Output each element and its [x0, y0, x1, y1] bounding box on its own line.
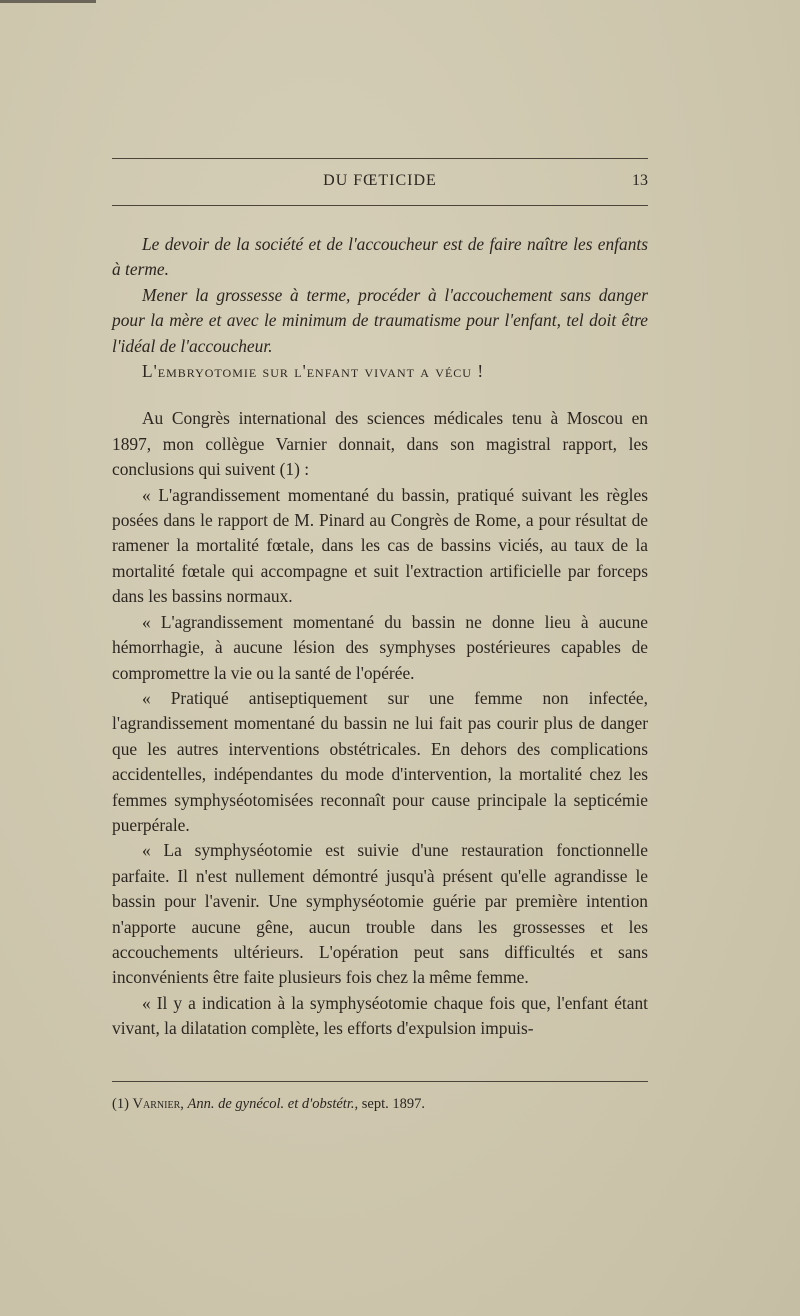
header-bottom-rule [112, 205, 648, 206]
footnote-rule [112, 1081, 648, 1082]
paragraph-7: « Pratiqué antiseptiquement sur une femme non infectée, l'agrandissement momentané du bassin ne lui fait pas courir plus de danger que les autres interventions obstétricales. En dehors des complications accidentelles, indépendantes du mode d'intervention, la mortalité chez les femmes symphyséotomisées reconnaît pour cause principale la septicémie puerpérale. [112, 687, 648, 835]
paragraph-6: « L'agrandissement momentané du bassin ne donne lieu à aucune hémorrhagie, à aucune lésion des symphyses postérieures capables de compromettre la vie ou la santé de l'opérée. [112, 611, 648, 683]
footnote [112, 1094, 648, 1114]
running-head [112, 172, 648, 194]
paragraph-8: « La symphyséotomie est suivie d'une restauration fonctionnelle parfaite. Il n'est nullement démontré jusqu'à présent qu'elle agrandisse le bassin pour l'avenir. Une symphyséotomie guérie par première intention n'apporte aucune gêne, aucun trouble dans les grossesses et les accouchements ultérieurs. L'opération peut sans difficultés et sans inconvénients être faite plusieurs fois chez la même femme. [112, 840, 648, 988]
running-head-title: DU FŒTICIDE [323, 172, 437, 189]
body-text [112, 232, 648, 1042]
footnote-journal: Ann. de gynécol. et d'obstétr., [187, 1096, 359, 1112]
paragraph-2: Mener la grossesse à terme, procéder à l'accouchement sans danger pour la mère et avec le minimum de traumatisme pour l'enfant, tel doit être l'idéal de l'accoucheur. [112, 284, 648, 356]
page-number: 13 [632, 172, 648, 189]
paragraph-3: L'embryotomie sur l'enfant vivant a vécu ! [142, 361, 485, 382]
paragraph-5: « L'agrandissement momentané du bassin, pratiqué suivant les règles posées dans le rapport de M. Pinard au Congrès de Rome, a pour résultat de ramener la mortalité fœtale, dans les cas de bassins viciés, au taux de la mortalité fœtale qui accompagne et suit l'extraction artificielle par forceps dans les bassins normaux. [112, 484, 648, 607]
header-top-rule [112, 158, 648, 159]
scan-edge-mark [0, 0, 96, 3]
footnote-author: Varnier, [132, 1096, 184, 1112]
paragraph-4: Au Congrès international des sciences médicales tenu à Moscou en 1897, mon collègue Varnier donnait, dans son magistral rapport, les conclusions qui suivent (1) : [112, 408, 648, 480]
paragraph-9: « Il y a indication à la symphyséotomie chaque fois que, l'enfant étant vivant, la dilatation complète, les efforts d'expulsion impuis- [112, 992, 648, 1039]
footnote-date: sept. 1897. [361, 1096, 425, 1112]
footnote-marker: (1) [112, 1096, 129, 1112]
paragraph-1: Le devoir de la société et de l'accoucheur est de faire naître les enfants à terme. [112, 234, 648, 280]
